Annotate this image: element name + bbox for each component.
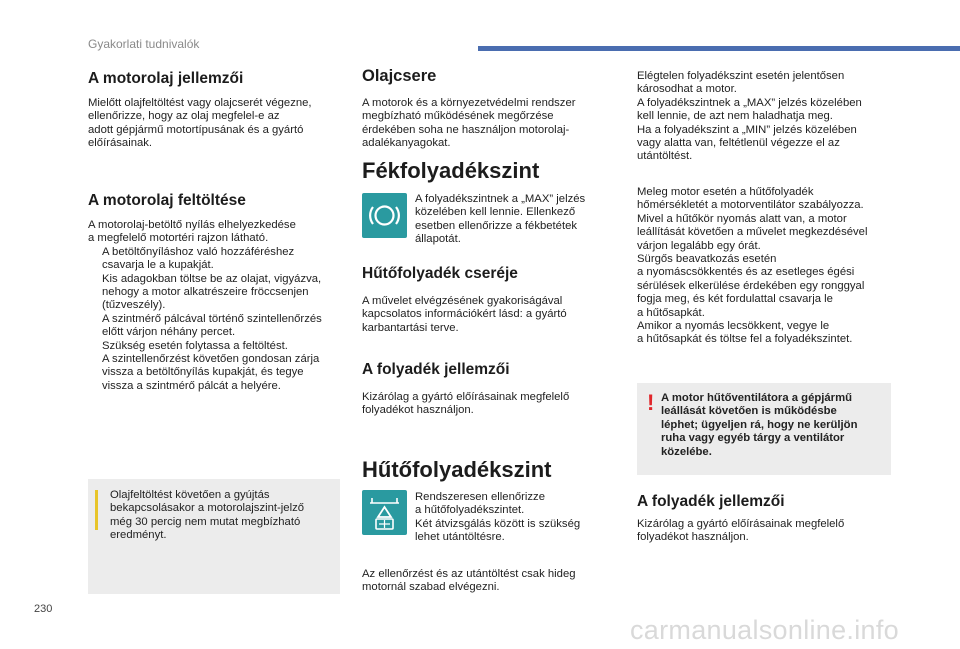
section-title-fluid-specs: A folyadék jellemzői bbox=[362, 361, 510, 378]
text-line: léphet; ügyeljen rá, hogy ne kerüljön bbox=[661, 418, 858, 431]
fluid-level-text bbox=[637, 70, 862, 164]
text-line: a hűtősapkát és töltse fel a folyadékszintet. bbox=[637, 333, 853, 346]
text-line: Sürgős beavatkozás esetén bbox=[637, 253, 777, 266]
info-bar-icon bbox=[95, 490, 98, 530]
list-item: Szükség esetén folytassa a feltöltést. bbox=[102, 339, 288, 352]
running-header: Gyakorlati tudnivalók bbox=[88, 37, 200, 51]
text-line: megbízható működésének megőrzése bbox=[362, 110, 554, 123]
text-line: várjon legalább egy órát. bbox=[637, 239, 761, 252]
list-item: A szintmérő pálcával történő szintellenőrzés előtt várjon néhány percet. bbox=[102, 312, 322, 339]
fluid-specs-text-2 bbox=[637, 518, 844, 545]
section-title-coolant-change: Hűtőfolyadék cseréje bbox=[362, 265, 518, 282]
hot-engine-text bbox=[637, 186, 867, 347]
section-title-fluid-specs-2: A folyadék jellemzői bbox=[637, 493, 785, 510]
text-line: karbantartási terve. bbox=[362, 321, 459, 334]
fluid-specs-text bbox=[362, 391, 569, 418]
text-line: motornál szabad elvégezni. bbox=[362, 581, 500, 594]
info-note-box bbox=[88, 479, 340, 594]
list-item: A szintellenőrzést követően gondosan zárja vissza a betöltőnyílás kupakját, és tegye vissza a szintmérő pálcát a helyére. bbox=[102, 353, 320, 392]
text-line: adott gépjármű motortípusának és a gyártó bbox=[88, 123, 304, 136]
text-line: ruha vagy egyéb tárgy a ventilátor bbox=[661, 432, 845, 445]
brake-warning-icon bbox=[362, 193, 407, 238]
text-line: ellenőrizze, hogy az olaj megfelel-e az bbox=[88, 110, 280, 123]
text-line: A motor hűtőventilátora a gépjármű bbox=[661, 392, 853, 404]
section-title-oil-topup: A motorolaj feltöltése bbox=[88, 192, 246, 209]
text-line: közelébe. bbox=[661, 445, 712, 458]
text-line: Rendszeresen ellenőrizze bbox=[415, 491, 545, 503]
coolant-level-text bbox=[415, 491, 580, 545]
oil-topup-text bbox=[88, 219, 322, 393]
text-line: A folyadékszintnek a „MAX” jelzés közelében bbox=[637, 96, 862, 109]
info-note-text bbox=[110, 489, 304, 543]
text-line: utántöltést. bbox=[637, 150, 693, 163]
text-line: kapcsolatos információkért lásd: a gyártó bbox=[362, 308, 567, 321]
text-line: érdekében soha ne használjon motorolaj- bbox=[362, 123, 570, 136]
text-line: a nyomáscsökkentés és az esetleges égési bbox=[637, 266, 855, 279]
text-line: A folyadékszintnek a „MAX” jelzés bbox=[415, 193, 586, 205]
text-line: Mivel a hűtőkör nyomás alatt van, a motor bbox=[637, 212, 847, 225]
text-line: Ha a folyadékszint a „MIN” jelzés közelében bbox=[637, 123, 857, 136]
text-line: vagy alatta van, feltétlenül végezze el az bbox=[637, 137, 840, 150]
text-line: hőmérsékletét a motorventilátor szabályozza. bbox=[637, 199, 864, 212]
text-line: fogja meg, és két fordulattal csavarja le bbox=[637, 293, 833, 306]
text-line: Amikor a nyomás lecsökkent, vegye le bbox=[637, 320, 830, 333]
section-title-oil-change: Olajcsere bbox=[362, 67, 437, 85]
text-line: még 30 percig nem mutat megbízható bbox=[110, 515, 301, 528]
text-line: Kizárólag a gyártó előírásainak megfelelő bbox=[637, 518, 845, 530]
text-line: Elégtelen folyadékszint esetén jelentősen bbox=[637, 70, 845, 82]
text-line: bekapcsolásakor a motorolajszint-jelző bbox=[110, 502, 305, 515]
text-line: Olajfeltöltést követően a gyújtás bbox=[110, 489, 270, 501]
text-line: A művelet elvégzésének gyakoriságával bbox=[362, 295, 563, 307]
text-line: a megfelelő motortéri rajzon látható. bbox=[88, 232, 269, 245]
watermark: carmanualsonline.info bbox=[630, 615, 899, 645]
warning-exclamation-icon: ! bbox=[647, 390, 655, 415]
text-line: A motorolaj-betöltő nyílás elhelyezkedése bbox=[88, 219, 296, 231]
text-line: károsodhat a motor. bbox=[637, 83, 737, 96]
coolant-service-icon bbox=[362, 490, 407, 535]
warning-box bbox=[637, 383, 891, 475]
text-line: sérülések elkerülése érdekében egy ronggyal bbox=[637, 279, 865, 292]
section-title-brake-fluid: Fékfolyadékszint bbox=[362, 158, 540, 183]
text-line: a hűtőfolyadékszintet. bbox=[415, 504, 525, 517]
text-line: Mielőtt olajfeltöltést vagy olajcserét végezne, bbox=[88, 97, 312, 109]
text-line: A motorok és a környezetvédelmi rendszer bbox=[362, 97, 576, 109]
page-number: 230 bbox=[34, 603, 53, 615]
text-line: folyadékot használjon. bbox=[637, 531, 749, 544]
section-title-oil-specs: A motorolaj jellemzői bbox=[88, 70, 244, 87]
text-line: Két átvizsgálás között is szükség bbox=[415, 517, 581, 530]
text-line: folyadékot használjon. bbox=[362, 404, 474, 417]
coolant-check-text bbox=[362, 568, 576, 595]
text-line: leállását követően is működésbe bbox=[661, 405, 837, 418]
text-line: Meleg motor esetén a hűtőfolyadék bbox=[637, 186, 814, 198]
header-accent-bar bbox=[478, 46, 960, 51]
text-line: előírásainak. bbox=[88, 137, 153, 150]
text-line: Az ellenőrzést és az utántöltést csak hideg bbox=[362, 568, 576, 580]
section-title-coolant-level: Hűtőfolyadékszint bbox=[362, 457, 552, 482]
oil-change-text bbox=[362, 97, 575, 151]
oil-specs-text bbox=[88, 97, 312, 151]
text-line: leállítását követően a művelet megkezdésével bbox=[637, 226, 868, 239]
text-line: lehet utántöltésre. bbox=[415, 531, 505, 544]
text-line: állapotát. bbox=[415, 233, 461, 246]
text-line: esetben ellenőrizze a fékbetétek bbox=[415, 219, 578, 232]
list-item: Kis adagokban töltse be az olajat, vigyázva, nehogy a motor alkatrészeire fröccsenjen (tűzveszély). bbox=[102, 272, 322, 312]
text-line: Kizárólag a gyártó előírásainak megfelelő bbox=[362, 391, 570, 403]
text-line: közelében kell lennie. Ellenkező bbox=[415, 206, 576, 219]
list-item: A betöltőnyíláshoz való hozzáféréshez csavarja le a kupakját. bbox=[102, 245, 295, 272]
text-line: a hűtősapkát. bbox=[637, 306, 705, 319]
text-line: kell lennie, de azt nem haladhatja meg. bbox=[637, 110, 833, 123]
coolant-change-text bbox=[362, 295, 567, 335]
brake-fluid-text bbox=[415, 193, 585, 247]
warning-text bbox=[661, 392, 857, 459]
text-line: eredményt. bbox=[110, 529, 167, 542]
text-line: adalékanyagokat. bbox=[362, 137, 451, 150]
